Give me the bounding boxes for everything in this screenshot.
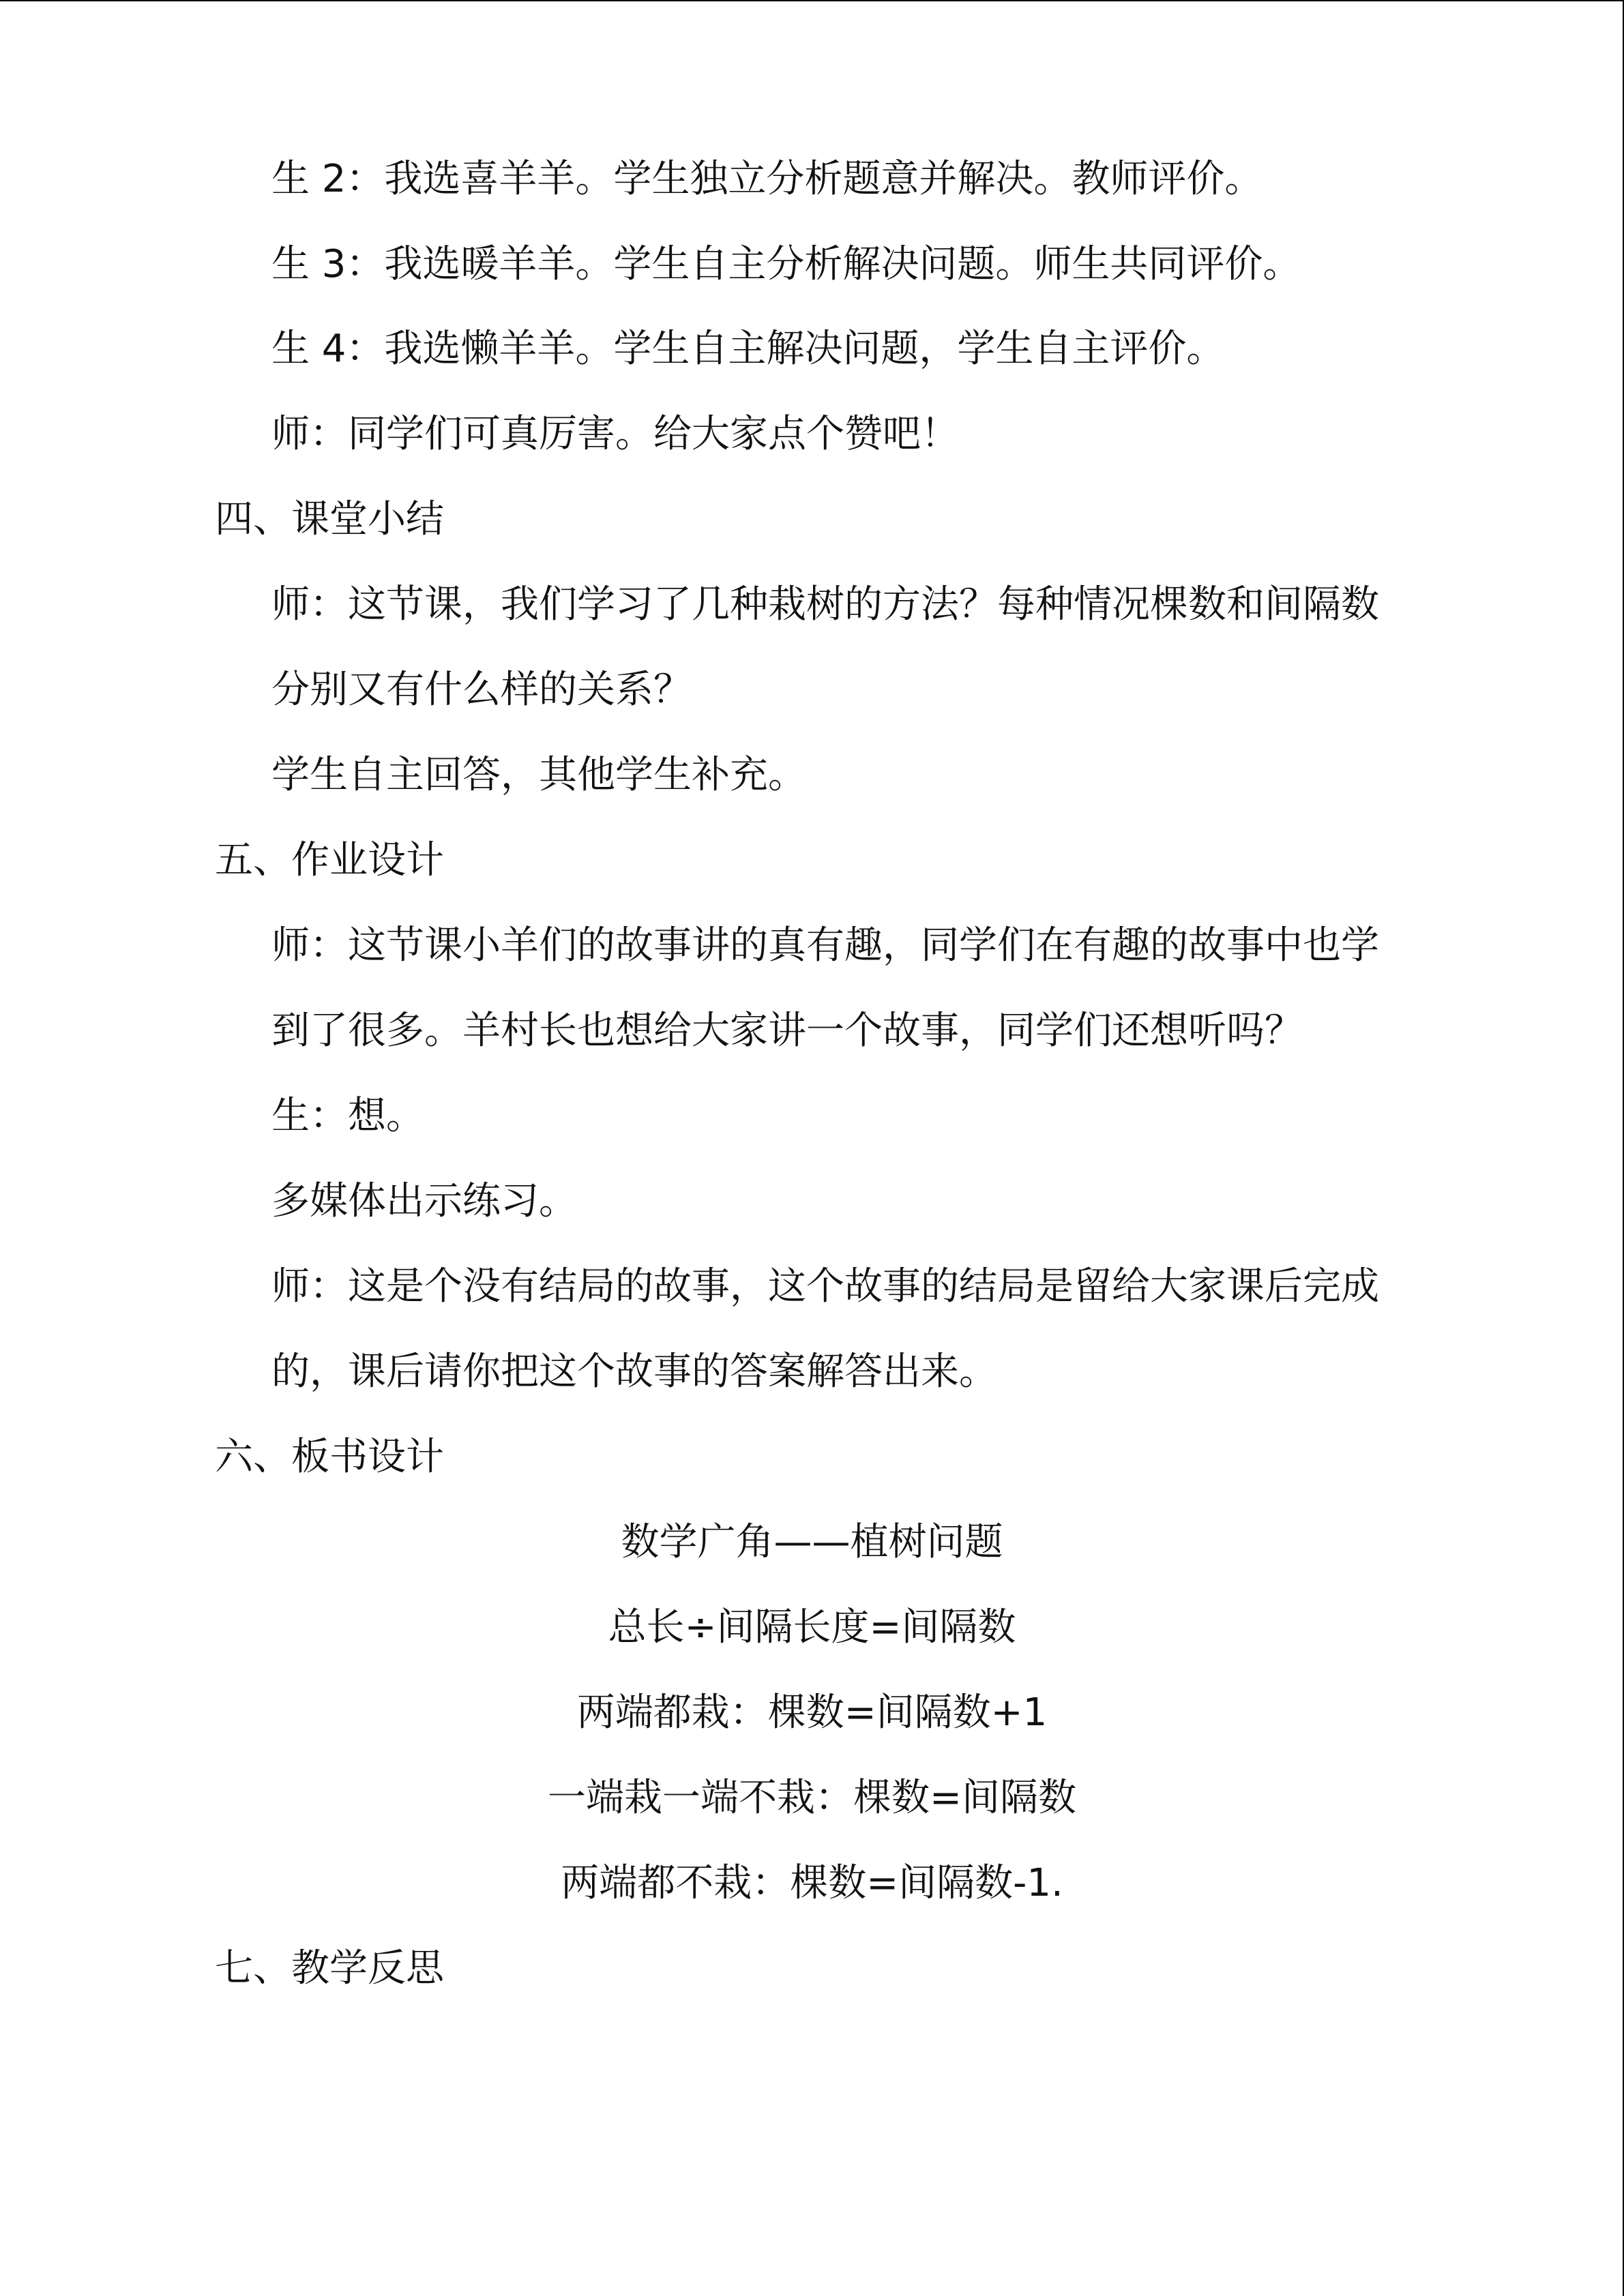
summary-line: 学生自主回答，其他学生补充。 bbox=[271, 753, 806, 797]
section-heading-homework: 五、作业设计 bbox=[215, 838, 444, 882]
board-formula: 一端栽一端不栽：棵数=间隔数 bbox=[548, 1776, 1076, 1820]
summary-line: 分别又有什么样的关系？ bbox=[271, 668, 692, 712]
dialogue-line-student-2: 生 2：我选喜羊羊。学生独立分析题意并解决。教师评价。 bbox=[271, 157, 1263, 201]
board-formula: 两端都栽：棵数=间隔数+1 bbox=[576, 1690, 1048, 1735]
homework-line: 到了很多。羊村长也想给大家讲一个故事，同学们还想听吗？ bbox=[271, 1009, 1303, 1053]
homework-line: 的，课后请你把这个故事的答案解答出来。 bbox=[271, 1350, 997, 1394]
summary-line: 师：这节课，我们学习了几种栽树的方法？每种情况棵数和间隔数 bbox=[271, 582, 1379, 627]
homework-line: 生：想。 bbox=[271, 1094, 424, 1138]
board-formula: 两端都不栽：棵数=间隔数-1. bbox=[561, 1861, 1063, 1905]
board-formula: 总长÷间隔长度=间隔数 bbox=[608, 1605, 1016, 1650]
dialogue-line-student-3: 生 3：我选暖羊羊。学生自主分析解决问题。师生共同评价。 bbox=[271, 242, 1301, 286]
section-heading-reflection: 七、教学反思 bbox=[215, 1946, 444, 1991]
section-heading-summary: 四、课堂小结 bbox=[215, 497, 444, 541]
dialogue-line-student-4: 生 4：我选懒羊羊。学生自主解决问题，学生自主评价。 bbox=[271, 327, 1225, 371]
section-heading-board-design: 六、板书设计 bbox=[215, 1435, 444, 1479]
homework-line: 师：这节课小羊们的故事讲的真有趣，同学们在有趣的故事中也学 bbox=[271, 923, 1379, 968]
dialogue-line-teacher-praise: 师：同学们可真厉害。给大家点个赞吧！ bbox=[271, 412, 959, 456]
board-title: 数学广角——植树问题 bbox=[621, 1520, 1003, 1564]
homework-line: 多媒体出示练习。 bbox=[271, 1179, 577, 1223]
homework-line: 师：这是个没有结局的故事，这个故事的结局是留给大家课后完成 bbox=[271, 1264, 1379, 1309]
